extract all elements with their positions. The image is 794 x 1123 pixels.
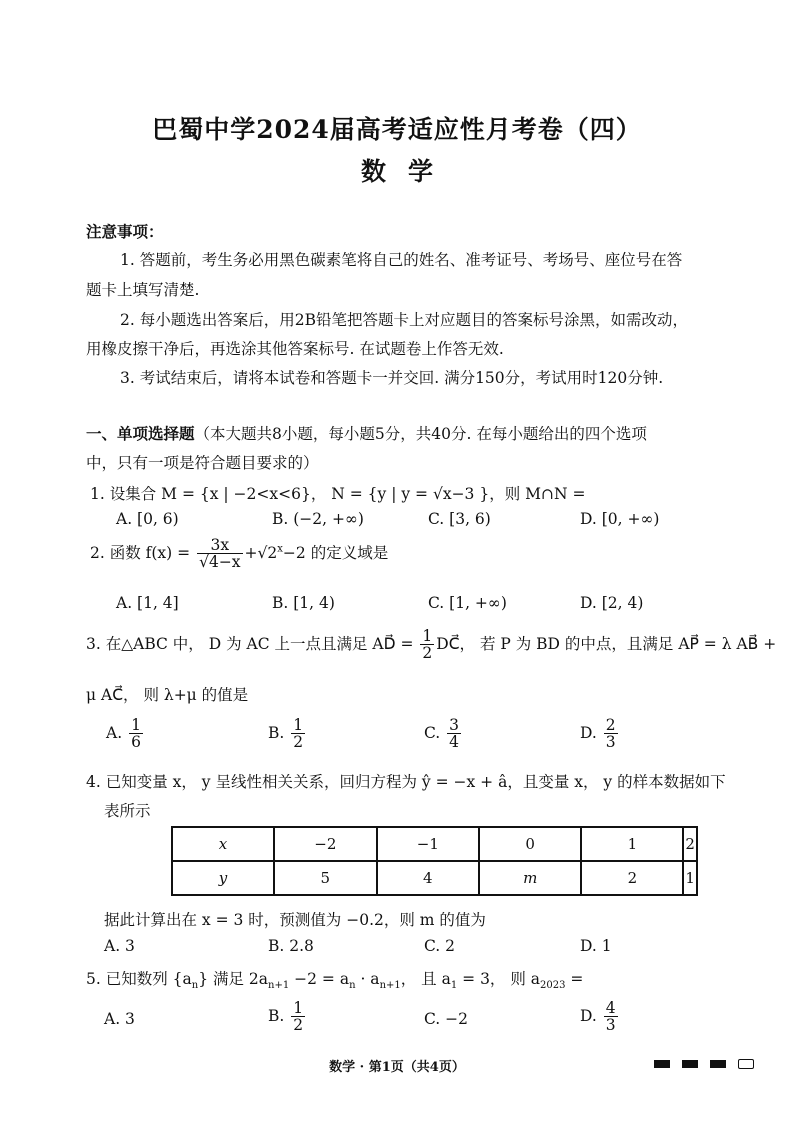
question-1-stem: 1. 设集合 M = {x | −2<x<6}， N = {y | y = √x−3 }，则 M∩N = <box>90 485 586 503</box>
q3-fraction <box>420 628 434 662</box>
q5-d-label: D. <box>580 1006 597 1025</box>
q3-a-den: 6 <box>131 733 141 752</box>
q2-pre: 2. 函数 f(x) = <box>90 543 191 562</box>
table-cell: m <box>479 861 581 895</box>
q5-part: } 满足 2a <box>198 970 269 988</box>
q5-b-den: 2 <box>293 1016 304 1035</box>
q4-option-c: C. 2 <box>424 937 456 955</box>
q3-c-num: 3 <box>449 716 460 734</box>
table-cell: 0 <box>479 827 581 861</box>
q3-d-num: 2 <box>605 716 616 734</box>
notice-item-2-cont: 用橡皮擦干净后，再选涂其他答案标号. 在试题卷上作答无效. <box>86 340 504 358</box>
table-cell: 2 <box>581 861 683 895</box>
scan-mark-icon <box>654 1060 670 1068</box>
q5-part: 5. 已知数列 {a <box>86 970 192 988</box>
q5-sub: n+1 <box>379 980 401 992</box>
q5-part: ， 且 a <box>400 970 451 988</box>
q3-option-d <box>580 717 620 751</box>
q5-option-a: A. 3 <box>104 1010 135 1028</box>
q2-option-a: A. [1, 4] <box>116 594 179 612</box>
scan-mark-icon <box>682 1060 698 1068</box>
question-4-stem-cont: 表所示 <box>104 802 151 820</box>
table-row <box>172 861 697 895</box>
q1-option-c: C. [3, 6) <box>428 510 491 528</box>
q5-option-d <box>580 1000 620 1034</box>
q2-frac-num: 3x <box>197 537 242 554</box>
q5-part: = 3， 则 a <box>457 970 541 988</box>
q2-mid: +√2 <box>244 543 278 562</box>
question-3-stem <box>86 628 776 662</box>
notice-item-2: 2. 每小题选出答案后，用2B铅笔把答题卡上对应题目的答案标号涂黑，如需改动， <box>120 311 688 329</box>
section-1-title: 一、单项选择题 <box>86 424 195 443</box>
section-1-desc: （本大题共8小题，每小题5分，共40分. 在每小题给出的四个选项 <box>194 425 647 443</box>
scan-marks <box>654 1054 766 1072</box>
q2-option-c: C. [1, +∞) <box>428 594 507 612</box>
exam-title: 巴蜀中学2024届高考适应性月考卷（四） <box>152 115 642 144</box>
q5-part: −2 = a <box>289 970 350 988</box>
q4-option-b: B. 2.8 <box>268 937 314 955</box>
q5-d-den: 3 <box>605 1016 616 1035</box>
q1-option-a: A. [0, 6) <box>116 510 179 528</box>
q5-sub: n <box>349 980 356 992</box>
q3-option-c <box>424 717 463 751</box>
table-cell: −2 <box>274 827 377 861</box>
question-2-stem <box>90 537 388 571</box>
q3-c-label: C. <box>424 723 441 742</box>
q3-b-frac <box>291 717 305 751</box>
notice-item-1-cont: 题卡上填写清楚. <box>86 281 200 299</box>
question-3-stem-cont: μ AC⃗， 则 λ+μ 的值是 <box>86 686 249 704</box>
q5-b-label: B. <box>268 1006 285 1025</box>
q3-d-den: 3 <box>605 733 616 752</box>
section-1-heading <box>86 422 647 444</box>
notice-item-1: 1. 答题前，考生务必用黑色碳素笔将自己的姓名、准考证号、考场号、座位号在答 <box>120 251 683 269</box>
q4-data-table <box>171 826 698 896</box>
notice-heading: 注意事项： <box>86 222 164 241</box>
page-footer: 数学 · 第1页（共4页） <box>329 1060 465 1075</box>
table-cell: 4 <box>377 861 480 895</box>
q3-line1a: 3. 在△ABC 中， D 为 AC 上一点且满足 AD⃗ = <box>86 634 414 653</box>
q2-option-d: D. [2, 4) <box>580 594 644 612</box>
table-cell: y <box>172 861 274 895</box>
q3-c-den: 4 <box>449 733 460 752</box>
q1-option-d: D. [0, +∞) <box>580 510 660 528</box>
scan-mark-open-icon <box>738 1059 754 1069</box>
q3-d-label: D. <box>580 723 597 742</box>
table-row <box>172 827 697 861</box>
q5-b-num: 1 <box>293 999 304 1017</box>
q3-frac-den: 2 <box>422 644 433 663</box>
table-cell: 1 <box>581 827 683 861</box>
q5-part: · a <box>355 970 380 988</box>
q3-d-frac <box>604 717 618 751</box>
q3-option-a <box>106 717 145 751</box>
section-1-desc-cont: 中，只有一项是符合题目要求的） <box>86 454 319 472</box>
q4-option-d: D. 1 <box>580 937 612 955</box>
table-cell: 2 <box>683 827 697 861</box>
table-cell: −1 <box>377 827 480 861</box>
q5-part: = <box>565 970 584 988</box>
q5-sub: n+1 <box>268 980 290 992</box>
question-4-followup: 据此计算出在 x = 3 时，预测值为 −0.2，则 m 的值为 <box>104 911 486 929</box>
q3-b-num: 1 <box>293 716 304 734</box>
question-4-stem: 4. 已知变量 x， y 呈线性相关关系，回归方程为 ŷ = −x + â，且变量 x， y 的样本数据如下 <box>86 773 726 791</box>
table-cell: 5 <box>274 861 377 895</box>
q2-sup: x <box>277 543 283 555</box>
q5-sub: 2023 <box>540 980 566 992</box>
q5-sub: n <box>191 980 199 992</box>
q3-option-b <box>268 717 307 751</box>
q2-frac-den: √4−x <box>199 553 241 572</box>
q3-frac-num: 1 <box>422 627 433 645</box>
q3-b-den: 2 <box>293 733 304 752</box>
q1-option-b: B. (−2, +∞) <box>272 510 364 528</box>
q3-a-num: 1 <box>131 716 141 734</box>
q3-a-label: A. <box>106 723 123 742</box>
q2-option-b: B. [1, 4) <box>272 594 335 612</box>
exam-subject: 数学 <box>360 157 455 186</box>
q5-d-frac <box>604 1000 618 1034</box>
q5-option-b <box>268 1000 307 1034</box>
q5-b-frac <box>291 1000 305 1034</box>
q3-a-frac <box>129 717 143 751</box>
table-cell: x <box>172 827 274 861</box>
q3-line1b: DC⃗， 若 P 为 BD 的中点，且满足 AP⃗ = λ AB⃗ + <box>436 634 777 653</box>
q5-option-c: C. −2 <box>424 1010 469 1028</box>
q2-fraction <box>197 537 242 571</box>
q4-option-a: A. 3 <box>104 937 135 955</box>
question-5-stem <box>86 967 583 991</box>
q5-sub: 1 <box>450 980 458 992</box>
table-cell: 1 <box>683 861 697 895</box>
scan-mark-icon <box>710 1060 726 1068</box>
q3-c-frac <box>447 717 461 751</box>
q3-b-label: B. <box>268 723 285 742</box>
notice-item-3: 3. 考试结束后，请将本试卷和答题卡一并交回. 满分150分，考试用时120分钟. <box>120 369 664 387</box>
q2-post: −2 的定义域是 <box>282 543 389 562</box>
q5-d-num: 4 <box>605 999 616 1017</box>
